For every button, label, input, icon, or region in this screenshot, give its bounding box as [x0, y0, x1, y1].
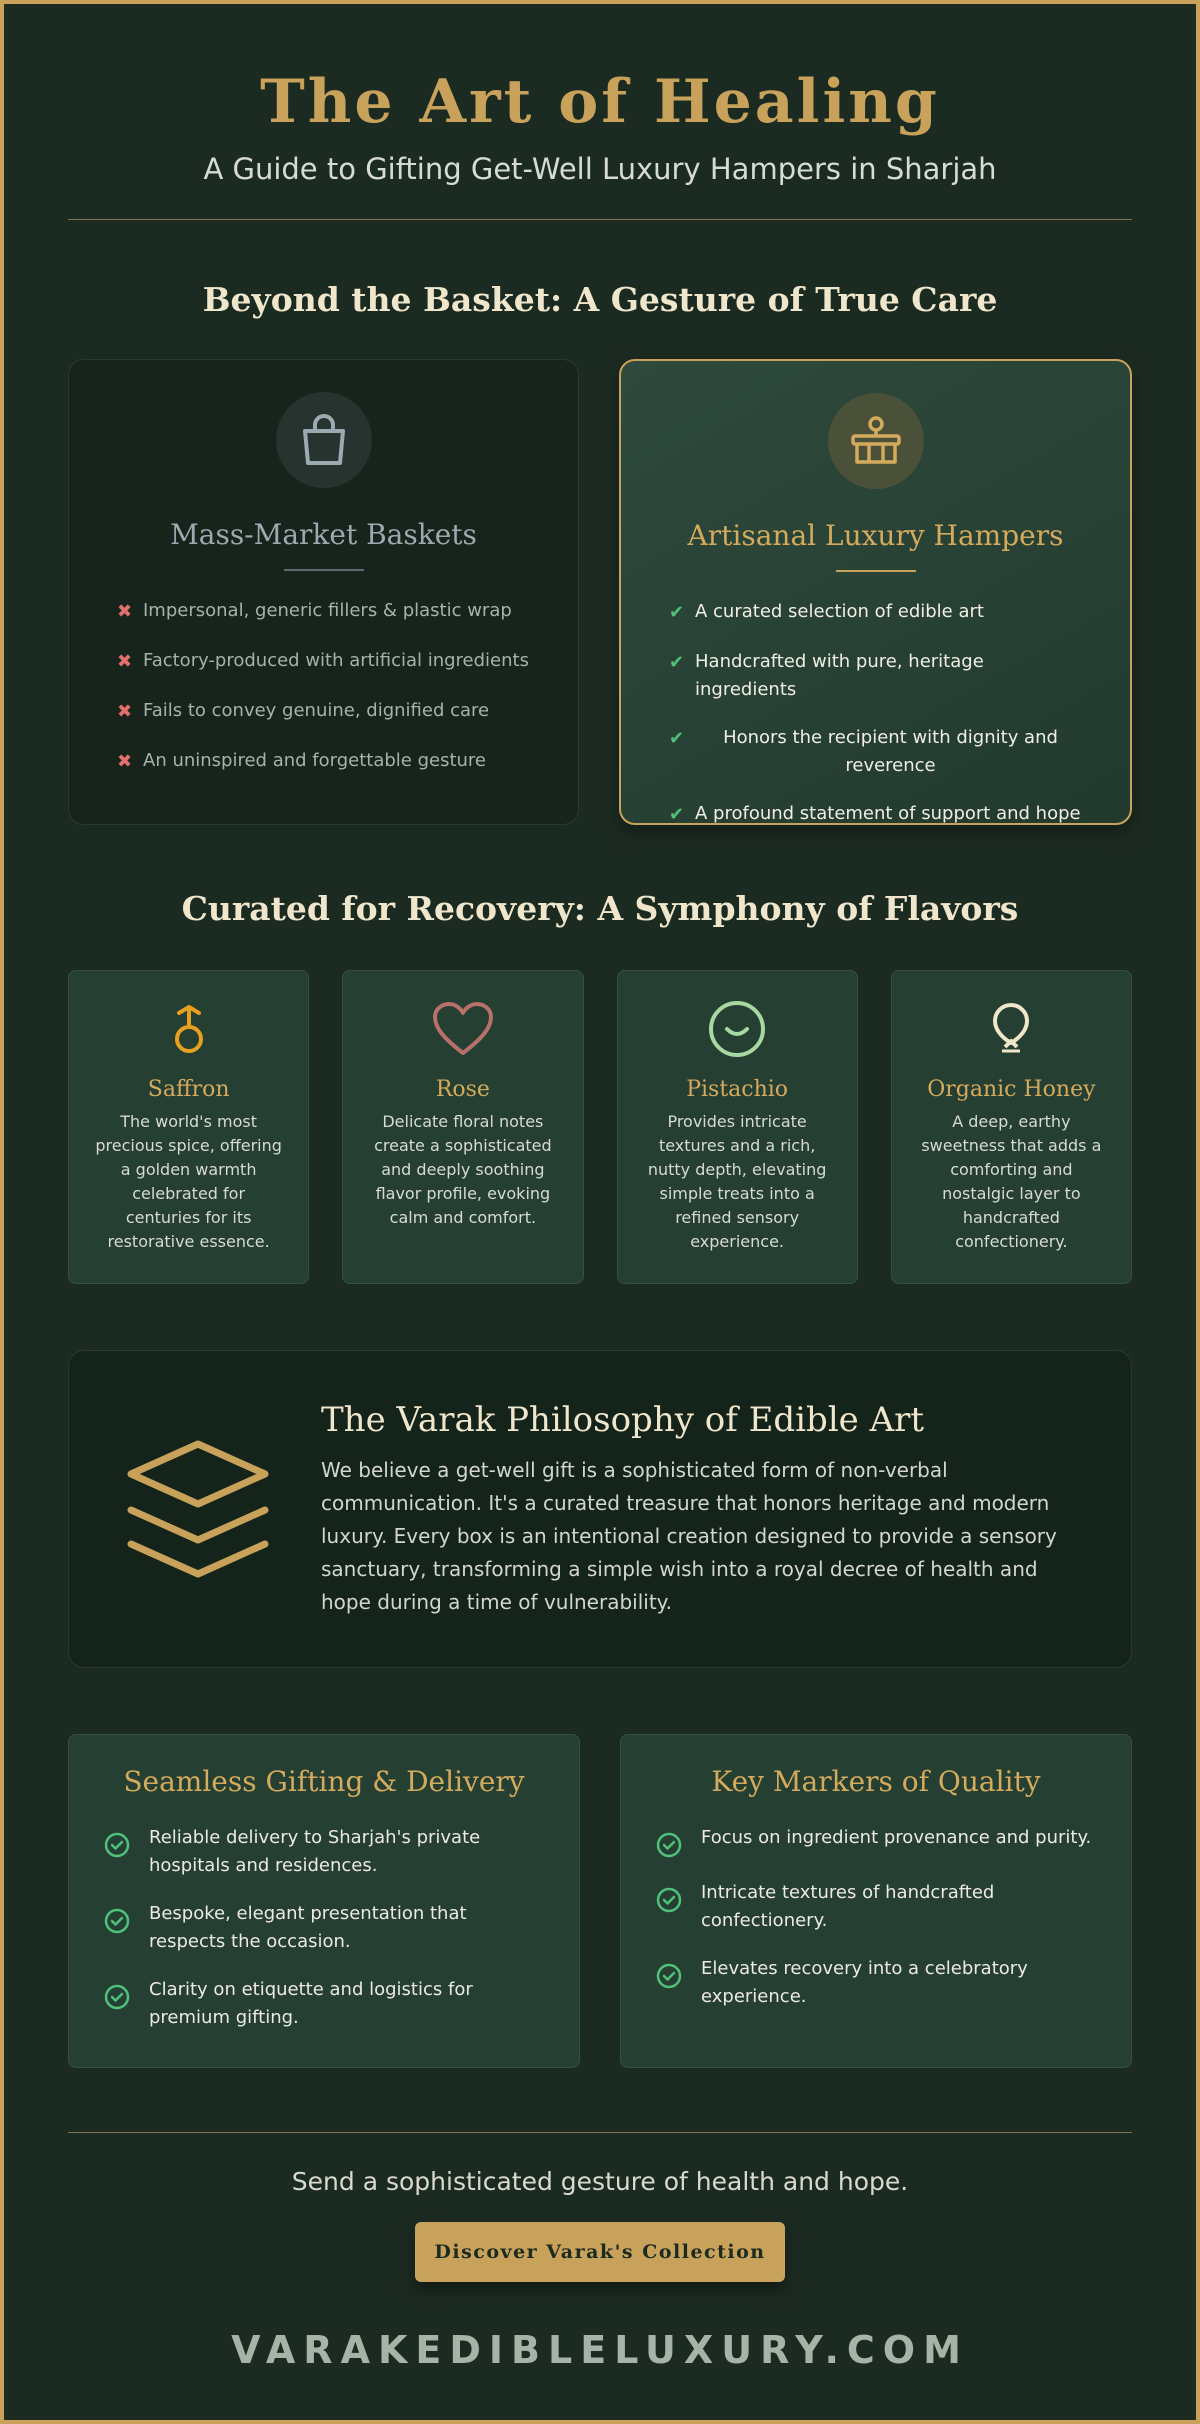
- flavors-title: Curated for Recovery: A Symphony of Flavors: [181, 889, 1019, 928]
- check-circle-icon: [103, 1831, 131, 1859]
- list-item: Intricate textures of handcrafted confectionery.: [655, 1879, 1097, 1935]
- list-item: Reliable delivery to Sharjah's private hospitals and residences.: [103, 1824, 545, 1880]
- footer-divider: [68, 2132, 1132, 2133]
- philosophy-card: [68, 1350, 1132, 1668]
- page-subtitle: A Guide to Gifting Get-Well Luxury Hampers in Sharjah: [203, 152, 997, 186]
- quality-card: [620, 1734, 1132, 2068]
- check-circle-icon: [655, 1831, 683, 1859]
- list-item: ✔ A curated selection of edible art: [669, 598, 1086, 628]
- mass-card-title: Mass-Market Baskets: [170, 518, 477, 551]
- gift-basket-icon: [848, 414, 904, 468]
- flavor-name: Rose: [435, 1077, 490, 1102]
- cross-icon: ✖: [117, 651, 133, 672]
- flavor-card-pistachio: [617, 970, 858, 1284]
- luxury-hamper-card: [619, 359, 1132, 825]
- list-item: Elevates recovery into a celebratory experience.: [655, 1955, 1097, 2011]
- check-icon: ✔: [669, 652, 685, 673]
- list-item: ✔ A profound statement of support and hope: [669, 800, 1086, 830]
- saffron-flower-icon: [167, 1001, 211, 1057]
- info-cards: [4, 1734, 1196, 2068]
- mass-card-underline: [284, 569, 364, 571]
- discover-collection-button[interactable]: Discover Varak's Collection: [415, 2222, 785, 2282]
- check-icon: ✔: [669, 602, 685, 623]
- flavor-description: The world's most precious spice, offering a golden warmth celebrated for centuries for its restorative essence.: [95, 1112, 282, 1251]
- layers-icon: [125, 1438, 271, 1580]
- luxury-card-title: Artisanal Luxury Hampers: [687, 519, 1064, 552]
- check-circle-icon: [655, 1886, 683, 1914]
- list-item: ✖ Fails to convey genuine, dignified care: [117, 697, 534, 727]
- list-item: ✔ Handcrafted with pure, heritage ingredients: [669, 648, 1086, 704]
- check-icon: ✔: [669, 728, 685, 749]
- mass-market-card: [68, 359, 579, 825]
- header-divider: [68, 219, 1132, 220]
- list-item: ✖ Factory-produced with artificial ingredients: [117, 647, 534, 677]
- page-title: The Art of Healing: [260, 67, 940, 137]
- gifting-title: Seamless Gifting & Delivery: [123, 1765, 525, 1798]
- quality-title: Key Markers of Quality: [711, 1765, 1041, 1798]
- website-link[interactable]: VARAKEDIBLELUXURY.COM: [231, 2328, 969, 2372]
- luxury-icon-badge: [828, 393, 924, 489]
- mass-list: [69, 597, 578, 777]
- comparison-section: [4, 359, 1196, 825]
- philosophy-text: We believe a get-well gift is a sophisticated form of non-verbal communication. It's a curated treasure that honors heritage and modern luxury. Every box is an intentional creation designed to provide a sensory sanctuary, transforming a simple wish into a royal decree of health and hope during a time of vulnerability.: [321, 1457, 1057, 1614]
- flavor-card-saffron: [68, 970, 309, 1284]
- header: [4, 4, 1196, 186]
- philosophy-title: The Varak Philosophy of Edible Art: [321, 1399, 925, 1440]
- cross-icon: ✖: [117, 601, 133, 622]
- cta-text: Send a sophisticated gesture of health and hope.: [291, 2167, 909, 2196]
- luxury-card-underline: [836, 570, 916, 572]
- list-item: Clarity on etiquette and logistics for premium gifting.: [103, 1976, 545, 2032]
- gifting-card: [68, 1734, 580, 2068]
- list-item: Bespoke, elegant presentation that respects the occasion.: [103, 1900, 545, 1956]
- cross-icon: ✖: [117, 701, 133, 722]
- list-item: ✖ Impersonal, generic fillers & plastic wrap: [117, 597, 534, 627]
- flavor-description: Provides intricate textures and a rich, nutty depth, elevating simple treats into a refined sensory experience.: [647, 1112, 827, 1251]
- flavor-card-rose: [342, 970, 583, 1284]
- list-item: Focus on ingredient provenance and purity.: [655, 1824, 1097, 1859]
- mass-icon-badge: [276, 392, 372, 488]
- list-item: ✔ Honors the recipient with dignity and reverence: [669, 724, 1086, 780]
- check-circle-icon: [103, 1907, 131, 1935]
- check-icon: ✔: [669, 804, 685, 825]
- flavor-card-honey: [891, 970, 1132, 1284]
- flavor-name: Organic Honey: [927, 1077, 1096, 1102]
- check-circle-icon: [655, 1962, 683, 1990]
- flavor-name: Saffron: [147, 1077, 230, 1102]
- list-item: ✖ An uninspired and forgettable gesture: [117, 747, 534, 777]
- flavor-description: Delicate floral notes create a sophisticated and deeply soothing flavor profile, evoking calm and comfort.: [374, 1112, 552, 1227]
- flavors-section: [4, 970, 1196, 1284]
- cross-icon: ✖: [117, 751, 133, 772]
- luxury-list: [621, 598, 1130, 830]
- honey-drop-icon: [989, 1003, 1033, 1055]
- smile-icon: [707, 999, 767, 1059]
- check-circle-icon: [103, 1983, 131, 2011]
- flavor-name: Pistachio: [686, 1077, 789, 1102]
- shopping-bag-icon: [298, 413, 350, 467]
- flavor-description: A deep, earthy sweetness that adds a comforting and nostalgic layer to handcrafted confectionery.: [921, 1112, 1102, 1251]
- heart-icon: [432, 1001, 494, 1057]
- comparison-title: Beyond the Basket: A Gesture of True Care: [202, 280, 998, 319]
